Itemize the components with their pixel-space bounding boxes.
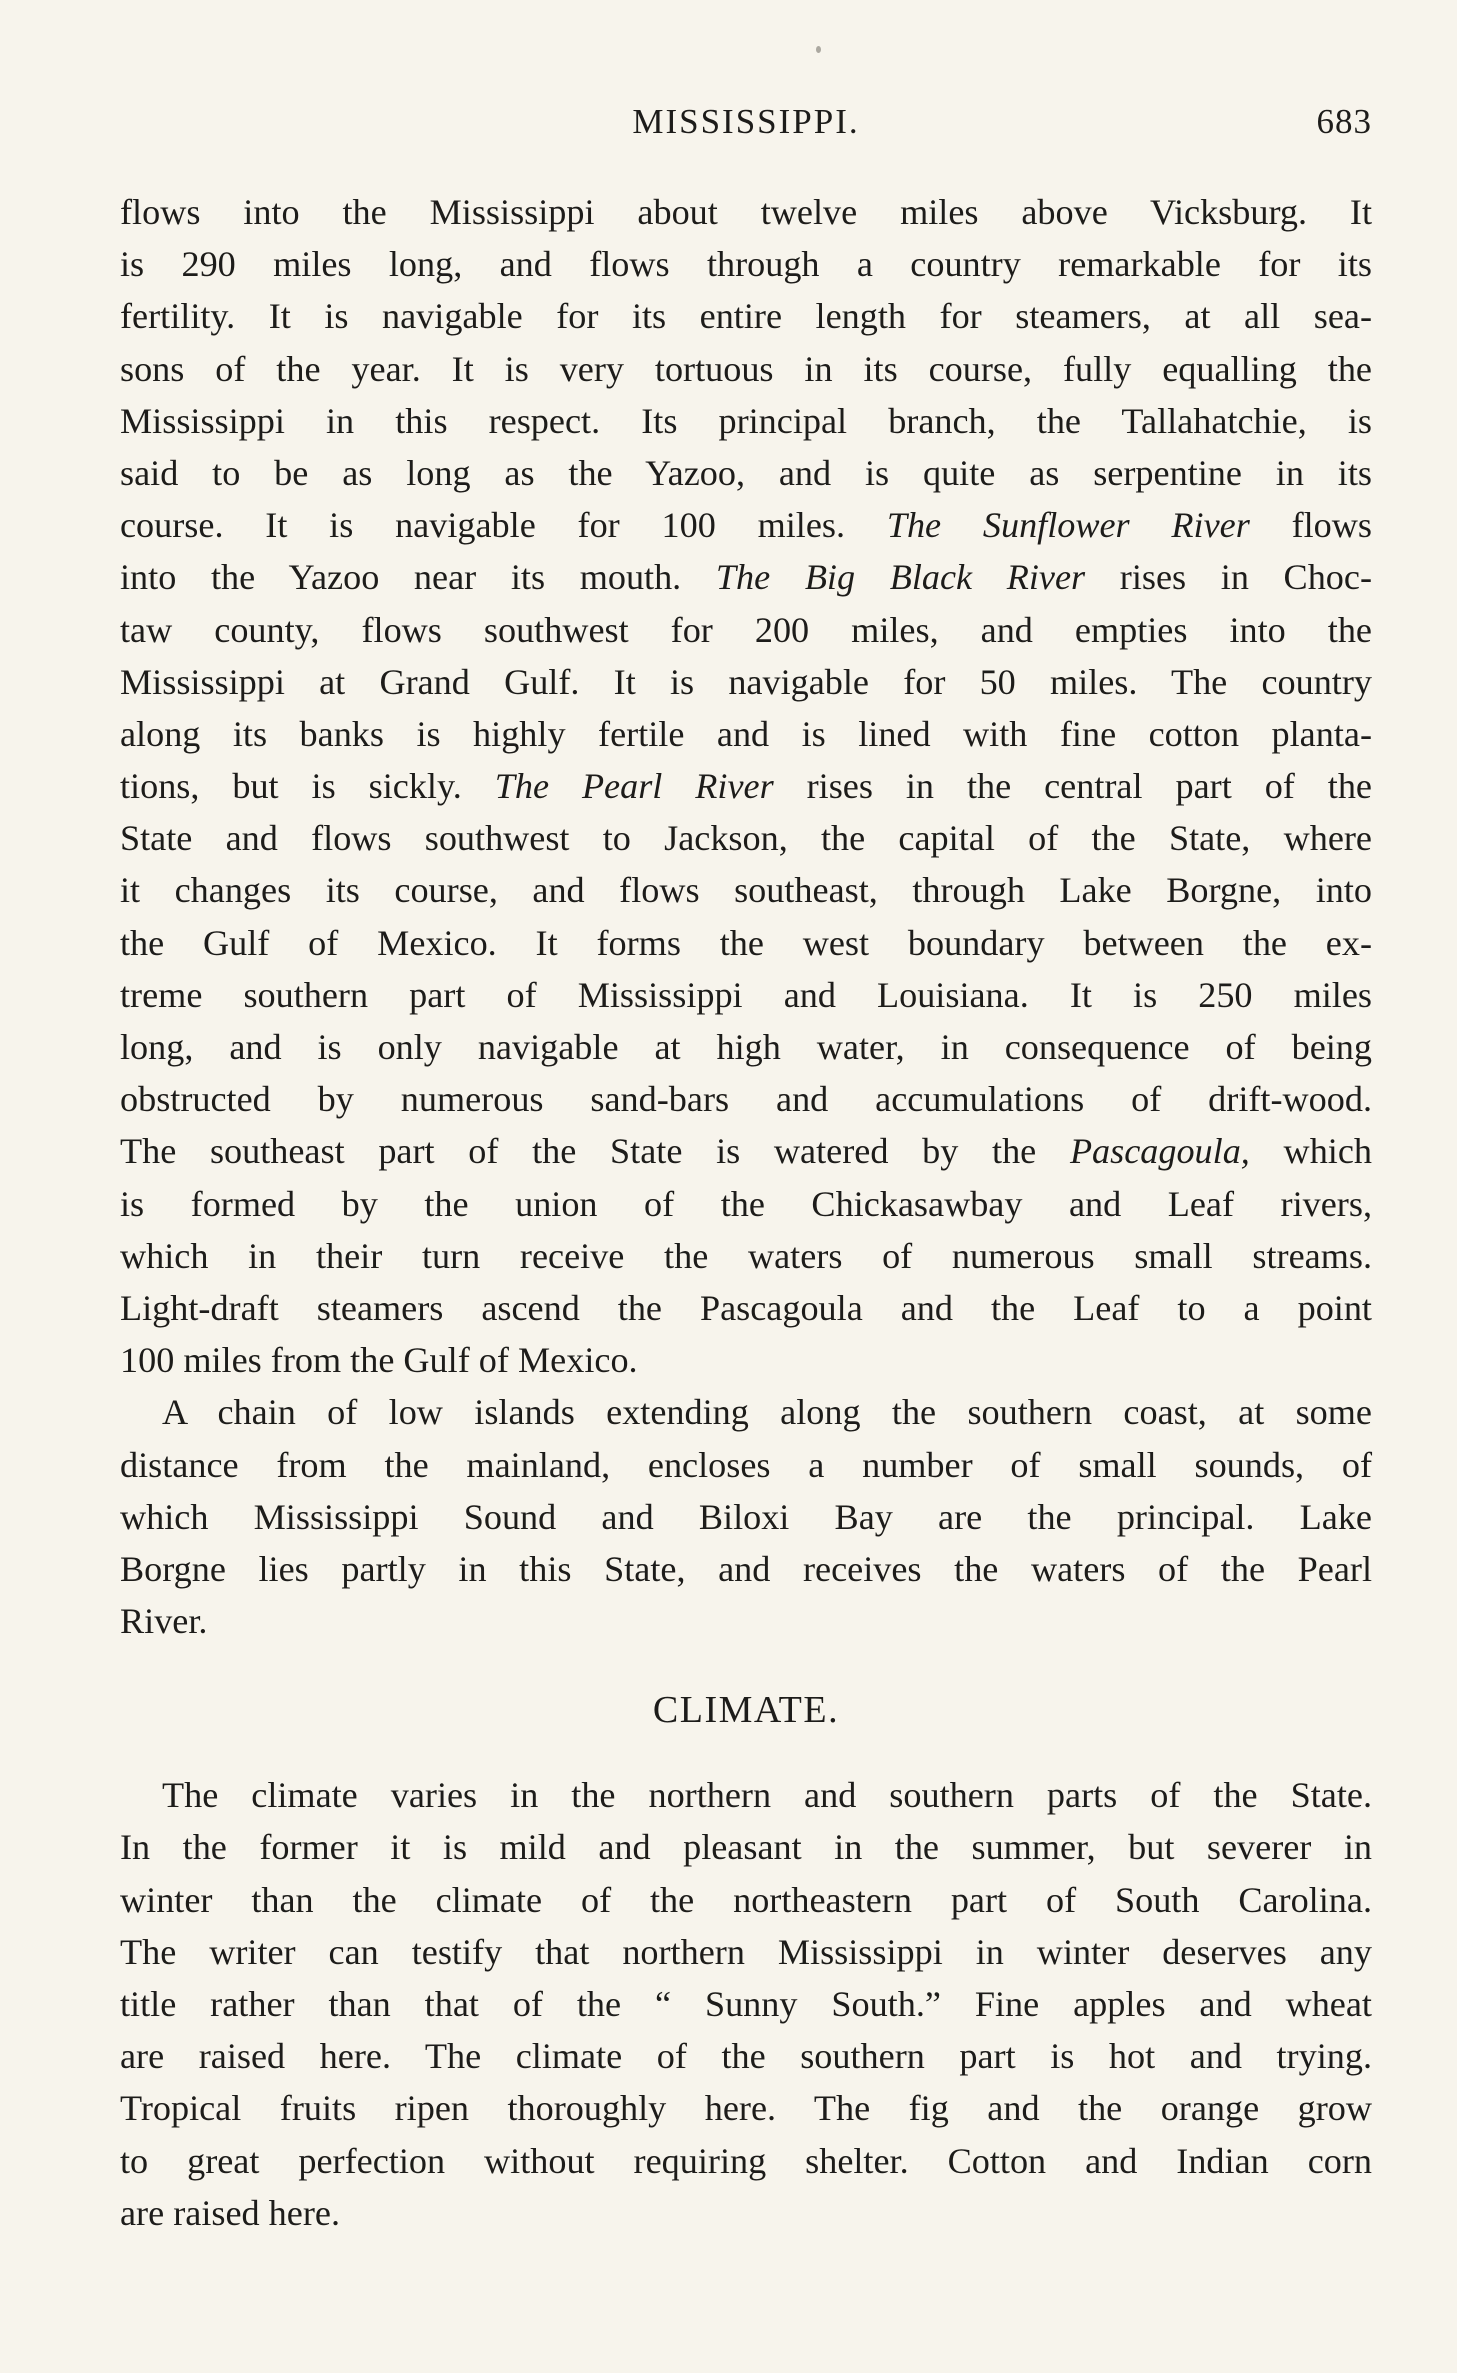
text-line — [120, 499, 1372, 551]
text-segment: Borgne lies partly in this State, and receives the waters of the Pearl — [120, 1548, 1372, 1589]
text-segment: long, and is only navigable at high water, in consequence of being — [120, 1027, 1372, 1067]
text-line — [120, 1282, 1372, 1334]
text-segment: Light-draft steamers ascend the Pascagoula and the Leaf to a point — [120, 1287, 1372, 1328]
text-line — [120, 1978, 1372, 2030]
text-line — [120, 1769, 1372, 1821]
text-segment: into the Yazoo near its mouth. — [120, 557, 716, 598]
text-line — [120, 917, 1372, 969]
text-line — [120, 1230, 1372, 1282]
text-segment: are raised here. — [120, 2192, 340, 2233]
text-line — [120, 186, 1372, 238]
text-line — [120, 1926, 1372, 1978]
text-segment: State and flows southwest to Jackson, the capital of the State, where — [120, 818, 1372, 859]
text-segment: rises in Choc- — [1085, 557, 1372, 598]
text-segment: is 290 miles long, and flows through a country remarkable for its — [120, 244, 1372, 285]
text-segment: flows — [1249, 505, 1372, 546]
section-spacer — [120, 1739, 1372, 1769]
running-head — [120, 102, 1372, 152]
text-segment: sons of the year. It is very tortuous in its course, fully equalling the — [120, 348, 1372, 389]
italic-text: Pascagoula, — [1069, 1131, 1250, 1172]
text-line — [120, 760, 1372, 812]
text-segment: The southeast part of the State is watered by the — [120, 1131, 1070, 1172]
text-segment: are raised here. The climate of the southern part is hot and trying. — [120, 2036, 1372, 2077]
text-segment: treme southern part of Mississippi and Louisiana. It is 250 miles — [120, 974, 1372, 1015]
text-line — [120, 395, 1372, 447]
text-line — [120, 1334, 1372, 1386]
text-line — [120, 447, 1372, 499]
text-segment: Mississippi at Grand Gulf. It is navigable for 50 miles. The country — [120, 661, 1372, 702]
section-spacer — [120, 1647, 1372, 1681]
text-segment: winter than the climate of the northeastern part of South Carolina. — [120, 1879, 1372, 1920]
text-segment: along its banks is highly fertile and is lined with fine cotton planta- — [120, 713, 1372, 754]
text-segment: taw county, flows southwest for 200 miles, and empties into the — [120, 609, 1372, 650]
text-segment: course. It is navigable for 100 miles. — [120, 505, 887, 546]
text-line — [120, 864, 1372, 916]
text-segment: Mississippi in this respect. Its principal branch, the Tallahatchie, is — [120, 400, 1372, 441]
text-line — [120, 1021, 1372, 1073]
italic-text: The Big Black River — [715, 557, 1086, 598]
text-segment: fertility. It is navigable for its entire length for steamers, at all sea- — [120, 296, 1372, 337]
text-segment: which — [1249, 1131, 1372, 1172]
text-segment: rises in the central part of the — [773, 766, 1372, 807]
text-line — [120, 969, 1372, 1021]
text-line — [120, 1073, 1372, 1125]
text-line — [120, 290, 1372, 342]
text-segment: said to be as long as the Yazoo, and is quite as serpentine in its — [120, 452, 1372, 493]
text-line — [120, 1595, 1372, 1647]
paragraph-rivers — [120, 186, 1372, 1386]
text-line — [120, 2082, 1372, 2134]
text-line — [120, 343, 1372, 395]
text-segment: flows into the Mississippi about twelve miles above Vicksburg. It — [120, 192, 1372, 232]
text-segment: distance from the mainland, encloses a number of small sounds, of — [120, 1444, 1372, 1485]
text-segment: A chain of low islands extending along the southern coast, at some — [162, 1392, 1372, 1433]
text-line — [120, 604, 1372, 656]
text-segment: to great perfection without requiring shelter. Cotton and Indian corn — [120, 2140, 1372, 2181]
text-line — [120, 1125, 1372, 1177]
italic-text: The Pearl River — [494, 766, 774, 807]
text-line — [120, 1874, 1372, 1926]
text-segment: In the former it is mild and pleasant in the summer, but severer in — [120, 1827, 1372, 1868]
text-segment: 100 miles from the Gulf of Mexico. — [120, 1340, 638, 1381]
text-line — [120, 1439, 1372, 1491]
section-heading-climate: CLIMATE. — [652, 1689, 840, 1732]
text-segment: The climate varies in the northern and southern parts of the State. — [162, 1775, 1372, 1816]
text-segment: the Gulf of Mexico. It forms the west boundary between the ex- — [120, 922, 1372, 963]
text-segment: The writer can testify that northern Mississippi in winter deserves any — [120, 1931, 1372, 1972]
text-line — [120, 2135, 1372, 2187]
page-number: 683 — [1316, 102, 1372, 141]
text-segment: Tropical fruits ripen thoroughly here. The fig and the orange grow — [120, 2088, 1372, 2129]
text-line — [120, 656, 1372, 708]
text-segment: which Mississippi Sound and Biloxi Bay are the principal. Lake — [120, 1496, 1372, 1537]
text-line — [120, 1178, 1372, 1230]
ink-speck — [816, 46, 821, 53]
text-line — [120, 238, 1372, 290]
body-text — [120, 186, 1372, 2239]
text-segment: title rather than that of the “ Sunny South.” Fine apples and wheat — [120, 1984, 1372, 2024]
text-segment: obstructed by numerous sand-bars and accumulations of drift-wood. — [120, 1079, 1372, 1120]
text-segment: tions, but is sickly. — [120, 766, 495, 807]
paragraph-climate — [120, 1769, 1372, 2239]
text-segment: is formed by the union of the Chickasawbay and Leaf rivers, — [120, 1183, 1372, 1224]
text-line — [120, 708, 1372, 760]
text-segment: which in their turn receive the waters of numerous small streams. — [120, 1235, 1372, 1276]
text-line — [120, 812, 1372, 864]
text-segment: River. — [120, 1601, 208, 1642]
text-line — [120, 1491, 1372, 1543]
text-line — [120, 1821, 1372, 1873]
text-line — [120, 2187, 1372, 2239]
running-title: MISSISSIPPI. — [632, 102, 860, 141]
text-line — [120, 2030, 1372, 2082]
paragraph-islands — [120, 1386, 1372, 1647]
text-line — [120, 1543, 1372, 1595]
text-line — [120, 1386, 1372, 1438]
text-line — [120, 551, 1372, 603]
text-segment: it changes its course, and flows southeast, through Lake Borgne, into — [120, 870, 1372, 911]
italic-text: The Sunflower River — [886, 505, 1250, 546]
